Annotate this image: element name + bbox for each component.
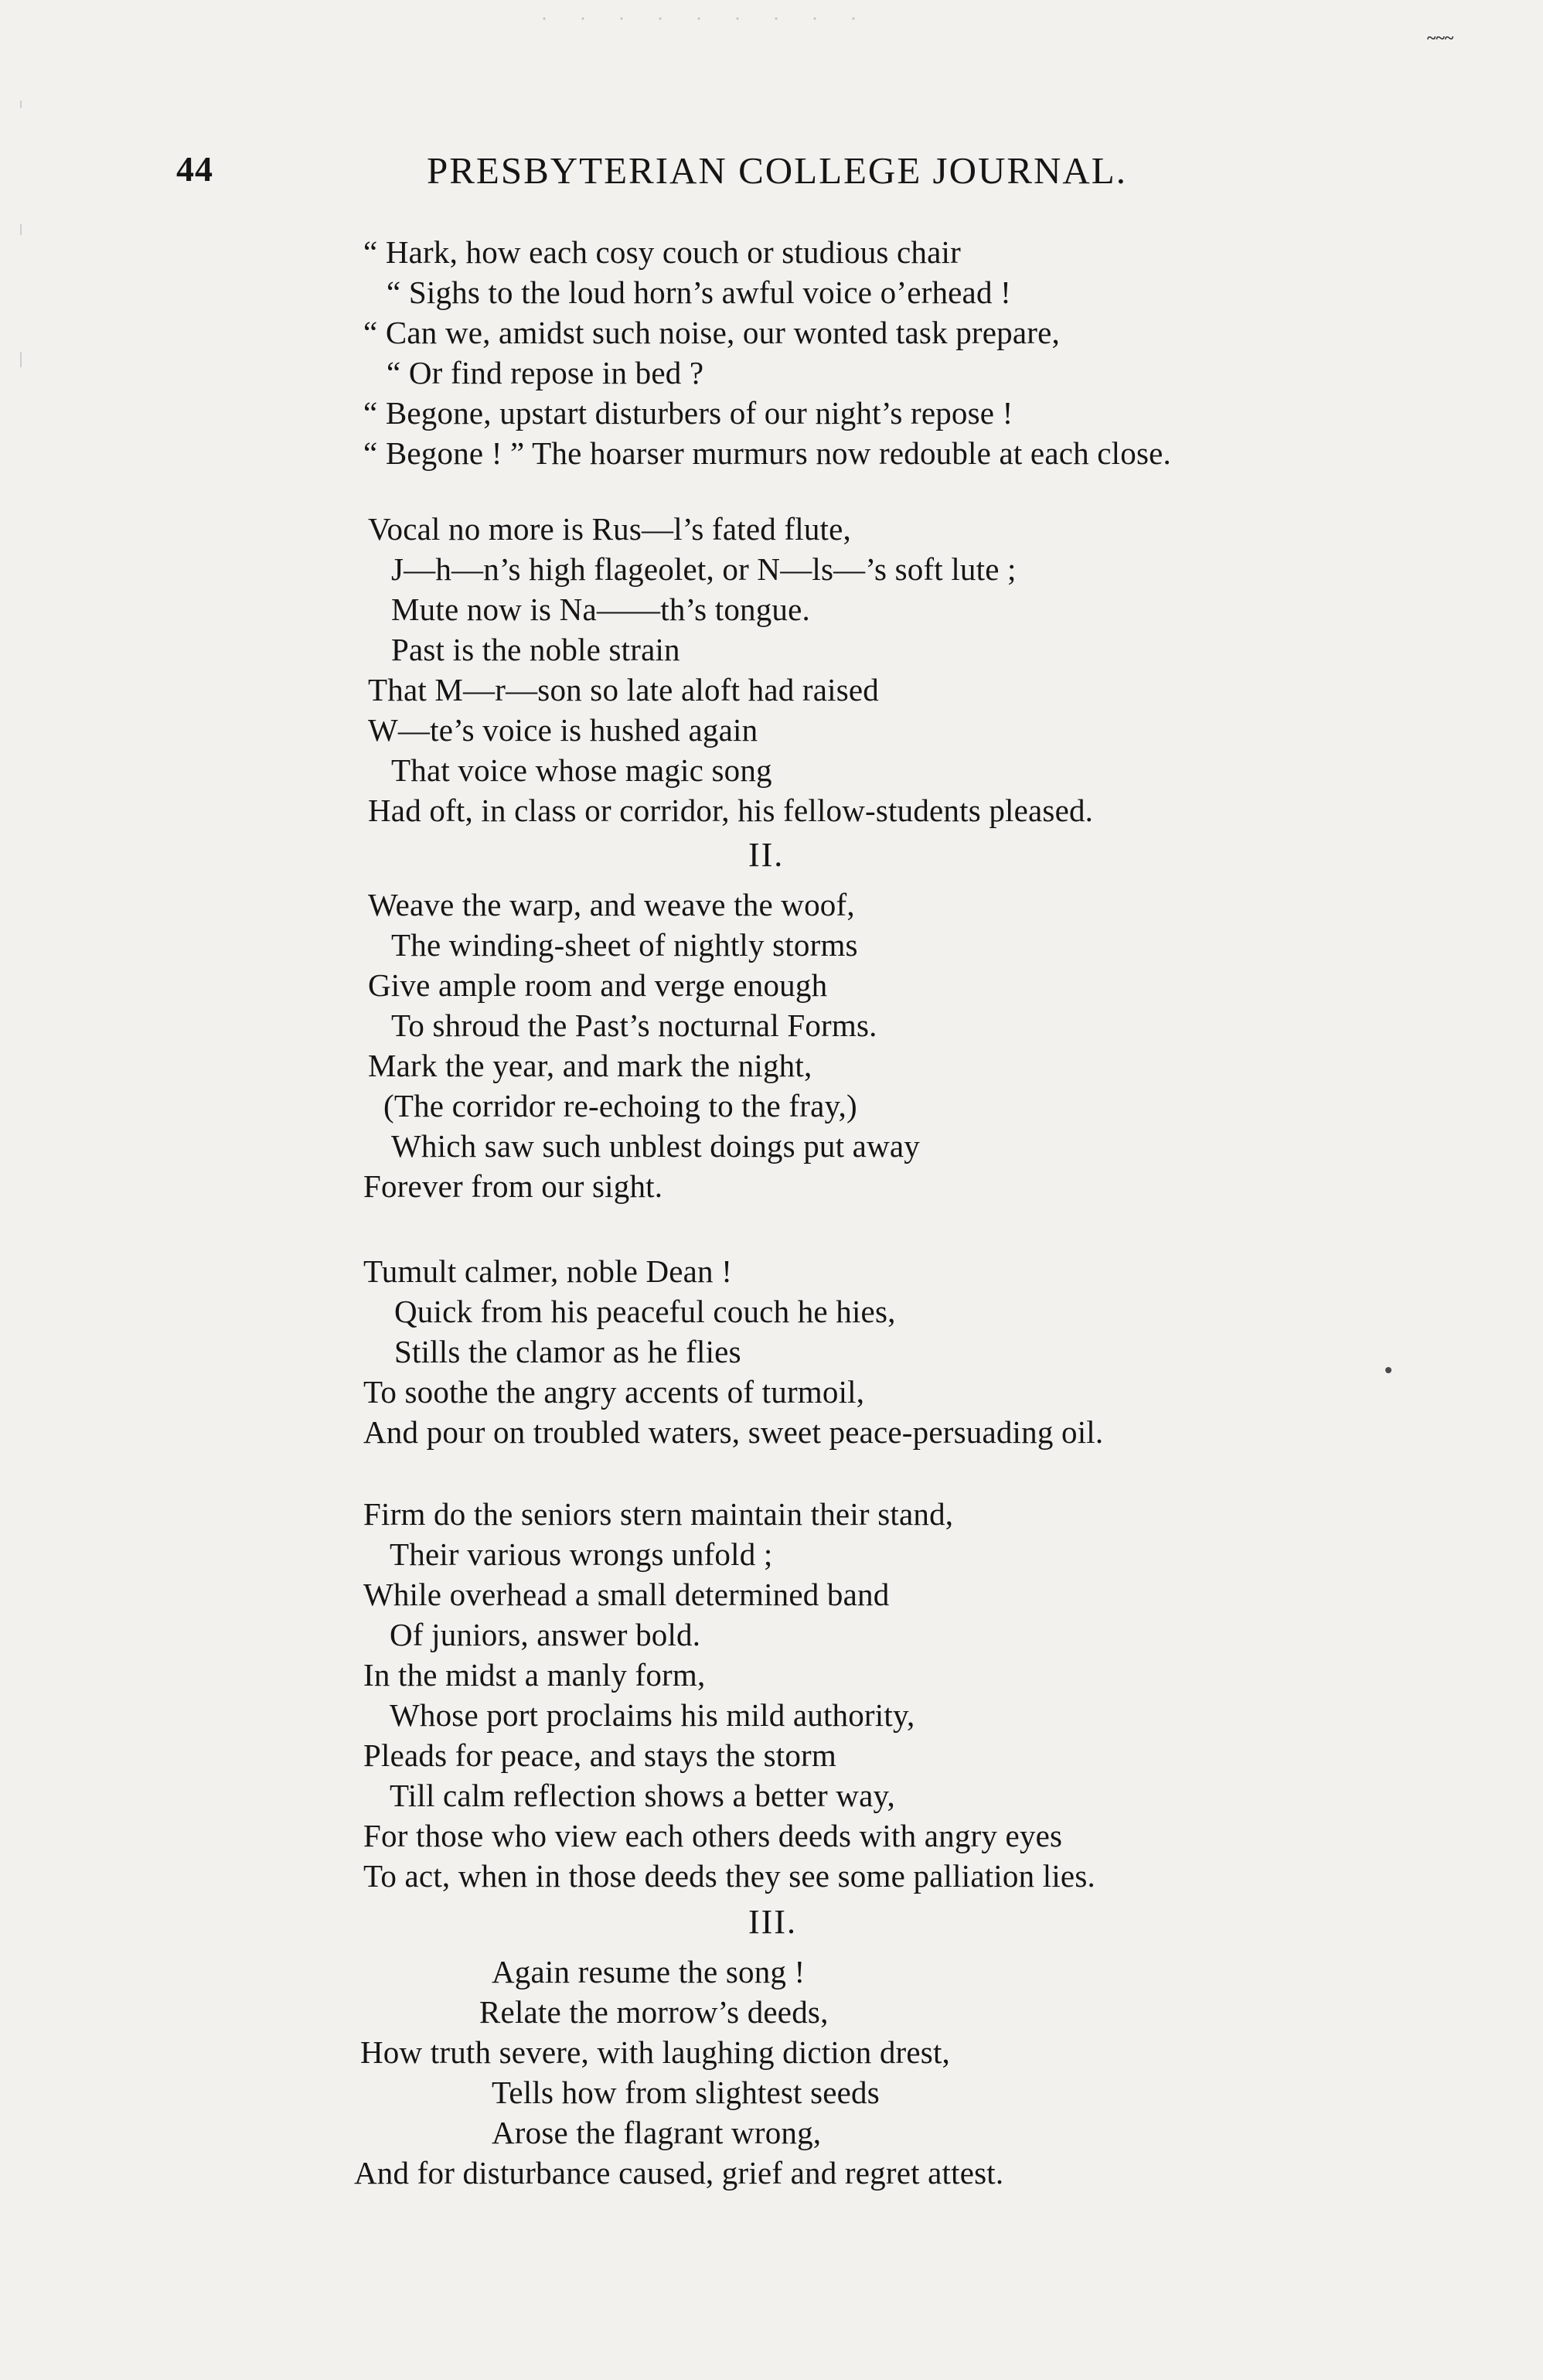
- poem-line: Mute now is Na——th’s tongue.: [391, 592, 810, 627]
- poem-line: While overhead a small determined band: [363, 1577, 890, 1612]
- poem-line: J—h—n’s high flageolet, or N—ls—’s soft lute ;: [391, 551, 1017, 587]
- poem-line: Weave the warp, and weave the woof,: [368, 887, 855, 922]
- poem-line: Give ample room and verge enough: [368, 967, 828, 1003]
- poem-line: Their various wrongs unfold ;: [390, 1536, 773, 1572]
- poem-line: Again resume the song !: [492, 1954, 806, 1990]
- poem-line: Stills the clamor as he flies: [394, 1334, 741, 1369]
- poem-line: How truth severe, with laughing diction drest,: [360, 2034, 950, 2070]
- poem-line: That M—r—son so late aloft had raised: [368, 672, 879, 708]
- poem-line: The winding-sheet of nightly storms: [391, 927, 858, 963]
- poem-line: “ Begone ! ” The hoarser murmurs now redouble at each close.: [363, 435, 1171, 471]
- poem-line: In the midst a manly form,: [363, 1657, 706, 1693]
- poem-line: Quick from his peaceful couch he hies,: [394, 1294, 896, 1329]
- poem-line: Forever from our sight.: [363, 1168, 663, 1204]
- poem-line: And pour on troubled waters, sweet peace-persuading oil.: [363, 1414, 1104, 1450]
- running-title: PRESBYTERIAN COLLEGE JOURNAL.: [427, 149, 1127, 192]
- scan-artifacts: · · · · · · · · ·: [541, 9, 870, 29]
- poem-line: “ Begone, upstart disturbers of our night’s repose !: [363, 395, 1013, 431]
- poem-line: Had oft, in class or corridor, his fellow-students pleased.: [368, 793, 1094, 828]
- poem-line: For those who view each others deeds with angry eyes: [363, 1818, 1063, 1853]
- poem-line: To shroud the Past’s nocturnal Forms.: [391, 1008, 877, 1043]
- poem-line: W—te’s voice is hushed again: [368, 712, 758, 748]
- scan-edge-marks: [14, 70, 29, 379]
- poem-line: Mark the year, and mark the night,: [368, 1048, 812, 1083]
- poem-line: Relate the morrow’s deeds,: [479, 1994, 829, 2030]
- poem-line: Which saw such unblest doings put away: [391, 1128, 920, 1164]
- poem-line: Firm do the seniors stern maintain their stand,: [363, 1496, 954, 1532]
- poem-line: Tells how from slightest seeds: [492, 2075, 880, 2110]
- poem-line: “ Sighs to the loud horn’s awful voice o’erhead !: [387, 274, 1011, 310]
- poem-line: Of juniors, answer bold.: [390, 1617, 701, 1652]
- poem-line: “ Can we, amidst such noise, our wonted task prepare,: [363, 315, 1060, 350]
- poem-line: Past is the noble strain: [391, 632, 680, 667]
- scan-dot: [1385, 1367, 1391, 1373]
- poem-line: Pleads for peace, and stays the storm: [363, 1737, 836, 1773]
- poem-line: Till calm reflection shows a better way,: [390, 1778, 895, 1813]
- poem-line: That voice whose magic song: [391, 752, 772, 788]
- poem-line: To act, when in those deeds they see some palliation lies.: [363, 1858, 1095, 1894]
- poem-line: “ Hark, how each cosy couch or studious chair: [363, 234, 961, 270]
- page-number: 44: [176, 149, 213, 189]
- poem-line: Whose port proclaims his mild authority,: [390, 1697, 915, 1733]
- page-header: [0, 148, 1543, 203]
- poem-line: Tumult calmer, noble Dean !: [363, 1253, 733, 1289]
- section-heading-iii: III.: [748, 1903, 797, 1941]
- poem-line: (The corridor re-echoing to the fray,): [383, 1088, 857, 1124]
- poem-line: Vocal no more is Rus—l’s fated flute,: [368, 511, 851, 547]
- scan-corner-mark: ~~~: [1427, 28, 1454, 47]
- poem-line: Arose the flagrant wrong,: [492, 2115, 822, 2150]
- poem-line: “ Or find repose in bed ?: [387, 355, 704, 390]
- poem-line: To soothe the angry accents of turmoil,: [363, 1374, 865, 1410]
- section-heading-ii: II.: [748, 836, 785, 874]
- poem-line: And for disturbance caused, grief and regret attest.: [354, 2155, 1004, 2191]
